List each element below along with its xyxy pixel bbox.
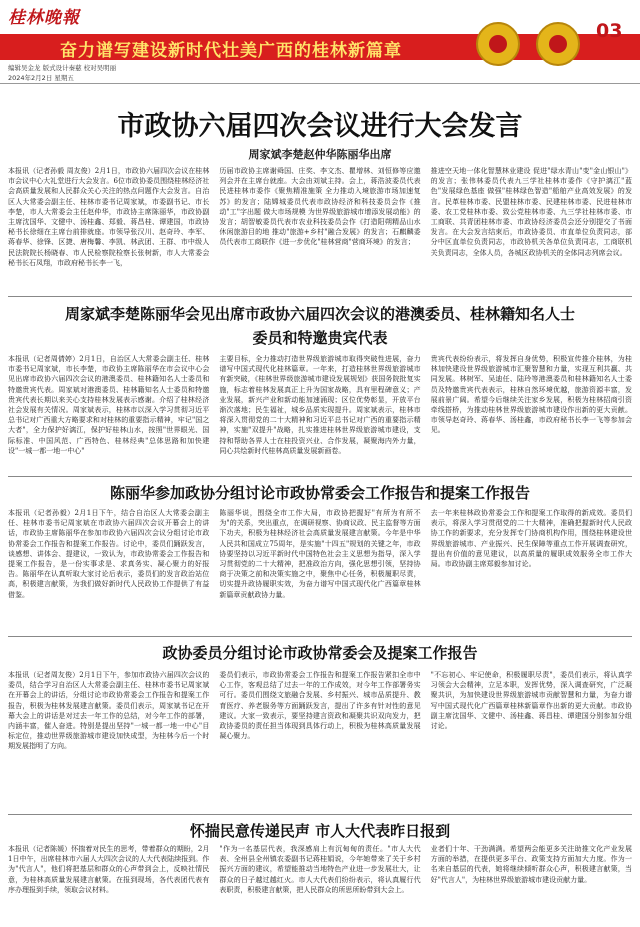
divider-1	[8, 296, 632, 297]
article-1-column-2: 历届市政协主席谢舜国、庄奖、李文杰、瞿增林、刘恒修等应邀列会并在主席台就座。大会由刘斌主持。会上，蒋浩波委员代表民进桂林市委作《聚焦精准施策 全力推动入境旅游市场加速复苏》的发言；陆嫦城委员代表市政协经济和科技委员会作《推动"工"字出题 做大市场规模 为世界级旅游城市增添发展动能》的发言；胡智敏委员代表市农业科技委员会作《打造阳朔精品山水休闲旅游目的地 推动"旅游+乡村"融合发展》的发言；石麒麟委员代表市工商联作《进一步优化"桂林营商"营商环境》的发言；	[219, 167, 421, 247]
masthead-rule	[0, 83, 640, 84]
divider-2	[8, 476, 632, 477]
article-2-headline: 周家斌李楚陈丽华会见出席市政协六届四次会议的港澳委员、桂林籍知名人士委员和特邀贵宾代表	[64, 305, 575, 347]
national-emblem-icon	[476, 22, 520, 66]
article-1-body	[8, 166, 632, 292]
article-2-column-2: 主要目标，全力推动打造世界级旅游城市取得突破性进展，奋力谱写中国式现代化桂林篇章。一年来，打造桂林世界级旅游城市有新突破，《桂林世界级旅游城市建设发展规划》获国务院批复实施，标志着桂林发展真正上升为国家战略，具有里程碑意义；产业发展，新兴产业和新动能加速涌现；区位优势彰显，开放平台渐次落地；民生福祉，城乡品质实现提升。周家斌表示，桂林市将深入贯彻党的二十大精神和习近平总书记对广西的重要指示精神，实施"双提升"战略，扎实推进桂林世界级旅游城市建设，支持和帮助各界人士在桂投资兴业、合作发展，凝聚海内外力量，同心共绘新时代桂林高质量发展新画卷。	[219, 355, 421, 455]
article-3-column-3: 去一年来桂林政协常委会工作和提案工作取得的新成效。委员们表示，将深入学习贯彻党的二十大精神，准确把握新时代人民政协工作的新要求，充分发挥专门协商机构作用，围绕桂林建设世界级旅游城市、产业振兴、民生保障等重点工作开展调查研究，提出有价值的意见建议，以高质量的履职成效服务全市工作大局。市政协副主席郑毅参加讨论。	[430, 509, 632, 569]
article-4-body	[8, 670, 632, 810]
article-1-column-3: 推进空天地一体化智慧林业建设 促进"绿水青山"变"金山银山"》的发言；张伟林委员代表九三学社桂林市委作《守护漓江"蓝色"发展绿色基座 做强"桂林绿色智造"船舶产业高效发展》的发言。民革桂林市委、民盟桂林市委、民建桂林市委、民进桂林市委、农工党桂林市委、致公党桂林市委、九三学社桂林市委、市工商联、共青团桂林市委、市政协经济委员会还分别提交了书面发言。在大会发言结束后，市政协委员、市直单位负责同志，部分中区直单位负责同志，市政协机关各单位负责同志，工商联机关负责同志，全体人员，各城区政协机关的全体同志列席会议。	[430, 167, 632, 257]
article-5-column-1: 本报讯（记者陈媛）怀揣着对民生的思考，带着群众的期盼，2月1日中午，出席桂林市六届人大四次会议的人大代表陆续报到。作为"代言人"，他们将把基层和群众的心声带到会上，反映社情民意，为桂林高质量发展建言献策。在报到现场，各代表团代表有序办理报到手续，领取会议材料。	[8, 845, 210, 894]
article-1-byline: 周家斌李楚赵仲华陈丽华出席	[248, 148, 392, 161]
issue-date: 2024年2月2日 星期五	[8, 74, 74, 82]
article-4-headline: 政协委员分组讨论市政协常委会及提案工作报告	[162, 644, 478, 662]
article-2-column-1: 本报讯（记者周倩婷）2月1日，自治区人大常委会副主任、桂林市委书记周家斌，市长李楚，市政协主席陈丽华在市会议中心会见出席市政协六届四次会议的港澳委员、桂林籍知名人士委员和特邀贵宾代表。周家斌对港澳委员、桂林籍知名人士委员和特邀贵宾代表长期以来关心支持桂林发展表示感谢。介绍了桂林经济社会发展有关情况。周家斌表示，桂林市以深入学习贯彻习近平总书记对广西重大方略要求和对桂林的重要指示精神，牢记"国之大者"，全力保护好漓江，保护好桂林山水，按照"世界眼光、国际标准、中国风范、广西特色、桂林经典"总体思路和加快建设"一城一都一地一中心"	[8, 355, 210, 455]
article-3-column-1: 本报讯（记者孙毅）2月1日下午，结合自治区人大常委会副主任、桂林市委书记周家斌在市政协六届四次会议开幕会上的讲话，市政协主席陈丽华在参加市政协六届四次会议分组讨论市政协常委会工作报告和提案工作报告。讨论中，委员们踊跃发言，谈感想、讲体会、提建议，一致认为，市政协常委会工作报告和提案工作报告，是一份实事求是、求真务实、凝心聚力的好报告。陈丽华在认真听取大家讨论后表示，委员们的发言政治站位高，积极建言献策，为我们做好新时代人民政协工作提供了有益借鉴。	[8, 509, 210, 599]
article-5-body	[8, 844, 632, 924]
divider-4	[8, 814, 632, 815]
article-2-body	[8, 354, 632, 472]
article-2-column-3: 贵宾代表纷纷表示，将发挥自身优势，积极宣传推介桂林，为桂林加快建设世界级旅游城市汇聚智慧和力量，实现互利共赢、共同发展。林树军、吴迪任、陆玲等港澳委员和桂林籍知名人士委员及特邀贵宾代表表示，桂林自然环境优越，旅游资源丰富，发展前景广阔。希望今后继续关注家乡发展，积极为桂林招商引资牵线搭桥，为推动桂林世界级旅游城市建设作出新的更大贡献。市领导赵奇玲、蒋春华、汤桂鑫，市政府秘书长李一飞等参加会见。	[430, 355, 632, 435]
masthead	[0, 0, 640, 82]
divider-3	[8, 636, 632, 637]
article-4-column-1: 本报讯（记者周友俊）2月1日下午，参加市政协六届四次会议的委员，结合学习自治区人大常委会副主任、桂林市委书记周家斌在开幕会上的讲话，分组讨论市政协常委会工作报告和提案工作报告，积极为桂林发展建言献策。委员们表示，周家斌书记在开幕大会上的讲话是对过去一年工作的总结，对今年工作的部署，内涵丰富，催人奋进。特别是提出坚持"一城一都一地一中心"目标定位，推动世界级旅游城市建设加快成型，为桂林今后一个时期发展指明了方向。	[8, 671, 210, 751]
newspaper-logo: 桂林晚報	[8, 8, 80, 28]
article-3-headline: 陈丽华参加政协分组讨论市政协常委会工作报告和提案工作报告	[109, 484, 530, 502]
article-3-column-2: 陈丽华说，围绕全市工作大局，市政协把握好"有所为有所不为"的关系，突出重点，在调研视察、协商议政、民主监督等方面下功夫，积极为桂林经济社会高质量发展建言献策。今年是中华人民共和国成立75周年，是实施"十四五"规划的关键之年，市政协要坚持以习近平新时代中国特色社会主义思想为指导，深入学习贯彻党的二十大精神，把准政治方向，强化思想引领，坚持协商于决策之前和决策实施之中，聚焦中心任务，积极履职尽责，切实提升政协履职实效，为奋力谱写中国式现代化广西篇章桂林新篇章贡献政协力量。	[219, 509, 421, 599]
article-5-column-3: 业者们十年、干劲满满。希望两会能更多关注助推文化产业发展方面的举措，在提供更多平台、政策支持方面加大力度。作为一名来自基层的代表，她将继续倾听群众心声，积极建言献策，当好"代言人"，为桂林世界级旅游城市建设贡献力量。	[430, 845, 632, 884]
article-5-column-2: "作为一名基层代表，我深感肩上有沉甸甸的责任。"市人大代表、全州县全州镇农委副书记蒋桂娟说，今年她带来了关于乡村振兴方面的建议，希望能推动当地特色产业进一步发展壮大，让群众的日子越过越红火。市人大代表们纷纷表示，将认真履行代表职责，积极建言献策，把人民群众的所思所盼带到大会上。	[219, 845, 421, 894]
article-1-column-1: 本报讯（记者孙毅 周友俊）2月1日，市政协六届四次会议在桂林市会议中心大礼堂进行大会发言。6位市政协委员围绕桂林经济社会高质量发展和人民群众关心关注的热点问题作大会发言。自治区人大常委会副主任、桂林市委书记周家斌，市委副书记、市长李楚，市人大常委会主任赵仲华，市政协主席陈丽华，市政协副主席沈国华、文健中、汤桂鑫、郑毅、蒋昌桂、谭建国，市政协秘书长徐细在主席台前排就座。市领导张汉川、赵奇玲、李军、蒋春华、徐锋、区捷、唐梅馨、李凯、林武团、王群、市中级人民法院院长杨晓春、市人民检察院检察长张树新，市人大常委会秘书长石凤翔，市政府秘书长李一飞，	[8, 167, 210, 267]
article-4-column-2: 委员们表示，市政协常委会工作报告和提案工作报告紧扣全市中心工作，客观总结了过去一年的工作成效，对今年工作部署务实可行。委员们围绕文旅融合发展、乡村振兴、城市品质提升、教育医疗、养老服务等方面踊跃发言，提出了许多有针对性的意见建议。大家一致表示，要坚持建言资政和凝聚共识双向发力，把政协委员的责任担当体现到具体行动上，积极为桂林高质量发展凝心聚力。	[219, 671, 421, 741]
editor-credits: 编辑吴金龙 版式设计秦慈 校对吴明丽	[8, 64, 117, 72]
page-number: 03	[596, 20, 623, 42]
article-5-headline: 怀揣民意传递民声 市人大代表昨日报到	[189, 822, 451, 840]
masthead-slogan: 奋力谱写建设新时代壮美广西的桂林新篇章	[60, 41, 402, 61]
article-1-headline: 市政协六届四次会议进行大会发言	[117, 111, 523, 142]
article-3-body	[8, 508, 632, 632]
cppcc-emblem-icon	[536, 22, 580, 66]
article-4-column-3: "不忘初心、牢记使命，积极履职尽责"，委员们表示，将认真学习领会大会精神，立足本职，发挥优势，深入调查研究，广泛凝聚共识，为加快建设世界级旅游城市贡献智慧和力量，为奋力谱写中国式现代化广西篇章桂林新篇章作出新的更大贡献。市政协副主席沈国华、文健中、汤桂鑫、蒋昌桂、谭建国分别参加分组讨论。	[430, 671, 632, 731]
